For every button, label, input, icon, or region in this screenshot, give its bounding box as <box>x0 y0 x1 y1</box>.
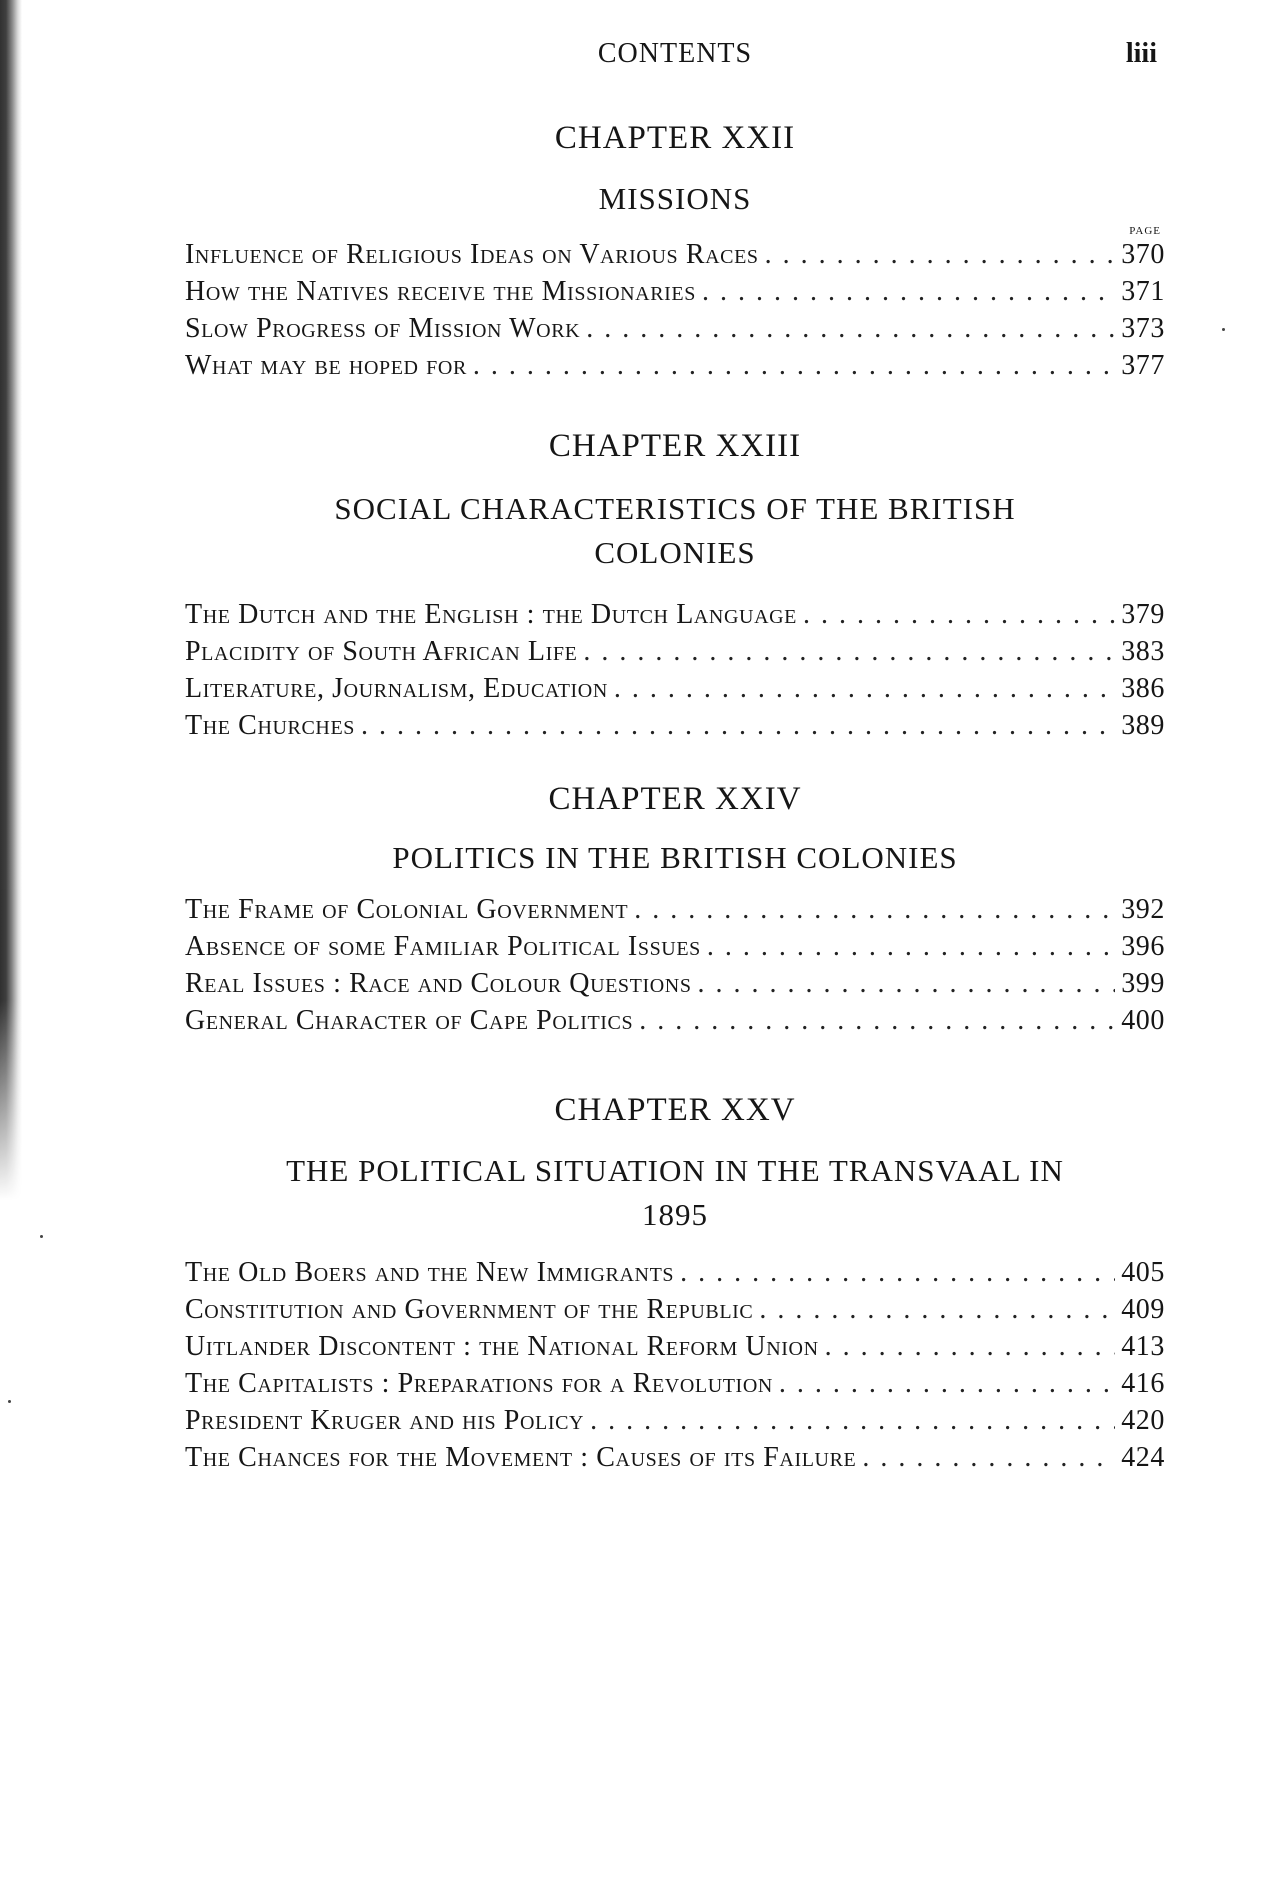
entry-page: 386 <box>1121 673 1165 704</box>
chapter-title: MISSIONS <box>598 181 752 216</box>
entry-page: 379 <box>1121 599 1165 630</box>
entry-page: 370 <box>1121 239 1165 270</box>
entry-page: 383 <box>1121 636 1165 667</box>
dot-leader <box>779 1368 1115 1400</box>
chapter-section <box>185 122 1165 387</box>
chapter-number: CHAPTER XXIV <box>548 781 802 817</box>
entry-page: 413 <box>1121 1331 1165 1362</box>
entry-page: 400 <box>1121 1005 1165 1036</box>
chapter-number: CHAPTER XXIII <box>548 428 802 464</box>
paper-speck <box>1222 328 1225 331</box>
contents-entry <box>185 350 1165 387</box>
dot-leader <box>825 1331 1116 1363</box>
entry-title: The Frame of Colonial Government <box>185 894 629 925</box>
entry-page: 405 <box>1121 1257 1165 1288</box>
contents-entry <box>185 1442 1165 1479</box>
paper-speck <box>8 1400 11 1403</box>
dot-leader <box>759 1294 1115 1326</box>
dot-leader <box>361 710 1115 742</box>
entry-page: 371 <box>1121 276 1165 307</box>
chapter-section <box>185 430 1165 747</box>
dot-leader <box>586 313 1115 345</box>
chapter-title: THE POLITICAL SITUATION IN THE TRANSVAAL IN 1895 <box>286 1153 1064 1232</box>
contents-entry <box>185 1257 1165 1294</box>
chapter-number: CHAPTER XXV <box>554 1092 796 1128</box>
entry-title: What may be hoped for <box>185 350 467 381</box>
running-title: CONTENTS <box>597 38 753 69</box>
entry-page: 373 <box>1121 313 1165 344</box>
page-number: liii <box>1125 38 1157 69</box>
contents-entry <box>185 1405 1165 1442</box>
contents-entry <box>185 313 1165 350</box>
chapter-number: CHAPTER XXII <box>554 120 796 156</box>
contents-entry <box>185 1294 1165 1331</box>
dot-leader <box>590 1405 1115 1437</box>
chapter-section <box>185 783 1165 1042</box>
dot-leader <box>698 968 1116 1000</box>
contents-entry <box>185 931 1165 968</box>
entry-title: Constitution and Government of the Republic <box>185 1294 754 1325</box>
chapter-title: SOCIAL CHARACTERISTICS OF THE BRITISH COLONIES <box>334 491 1016 570</box>
entry-title: Real Issues : Race and Colour Questions <box>185 968 692 999</box>
contents-entry <box>185 1005 1165 1042</box>
entry-list <box>185 599 1165 747</box>
entry-page: 409 <box>1121 1294 1165 1325</box>
contents-entry <box>185 239 1165 276</box>
entry-title: The Dutch and the English : the Dutch Language <box>185 599 797 630</box>
entry-title: The Chances for the Movement : Causes of its Failure <box>185 1442 857 1473</box>
contents-entry <box>185 1331 1165 1368</box>
entry-page: 396 <box>1121 931 1165 962</box>
dot-leader <box>680 1257 1115 1289</box>
entry-page: 416 <box>1121 1368 1165 1399</box>
dot-leader <box>639 1005 1115 1037</box>
entry-title: The Churches <box>185 710 355 741</box>
paper-speck <box>40 1235 43 1238</box>
running-head <box>185 38 1165 78</box>
entry-title: How the Natives receive the Missionaries <box>185 276 696 307</box>
dot-leader <box>702 276 1115 308</box>
entry-title: Literature, Journalism, Education <box>185 673 608 704</box>
dot-leader <box>765 239 1116 271</box>
entry-title: The Old Boers and the New Immigrants <box>185 1257 675 1288</box>
contents-entry <box>185 1368 1165 1405</box>
dot-leader <box>583 636 1115 668</box>
page-column-label: PAGE <box>1129 225 1161 237</box>
dot-leader <box>473 350 1115 382</box>
entry-list <box>185 894 1165 1042</box>
contents-entry <box>185 599 1165 636</box>
entry-title: Uitlander Discontent : the National Reform Union <box>185 1331 819 1362</box>
entry-title: Absence of some Familiar Political Issues <box>185 931 701 962</box>
entry-page: 392 <box>1121 894 1165 925</box>
contents-entry <box>185 636 1165 673</box>
dot-leader <box>862 1442 1115 1474</box>
entry-page: 424 <box>1121 1442 1165 1473</box>
contents-entry <box>185 276 1165 313</box>
dot-leader <box>707 931 1115 963</box>
contents-entry <box>185 968 1165 1005</box>
dot-leader <box>614 673 1115 705</box>
entry-page: 399 <box>1121 968 1165 999</box>
dot-leader <box>803 599 1115 631</box>
entry-title: Placidity of South African Life <box>185 636 578 667</box>
chapter-title: POLITICS IN THE BRITISH COLONIES <box>392 840 958 875</box>
entry-list <box>185 239 1165 387</box>
entry-page: 420 <box>1121 1405 1165 1436</box>
entry-title: The Capitalists : Preparations for a Revolution <box>185 1368 773 1399</box>
entry-page: 389 <box>1121 710 1165 741</box>
entry-title: Influence of Religious Ideas on Various Races <box>185 239 759 270</box>
contents-entry <box>185 673 1165 710</box>
entry-title: President Kruger and his Policy <box>185 1405 585 1436</box>
contents-entry <box>185 894 1165 931</box>
entry-title: General Character of Cape Politics <box>185 1005 634 1036</box>
chapter-section <box>185 1094 1165 1479</box>
entry-page: 377 <box>1121 350 1165 381</box>
entry-list <box>185 1257 1165 1479</box>
entry-title: Slow Progress of Mission Work <box>185 313 581 344</box>
contents-entry <box>185 710 1165 747</box>
binding-edge <box>0 0 22 1894</box>
dot-leader <box>634 894 1115 926</box>
